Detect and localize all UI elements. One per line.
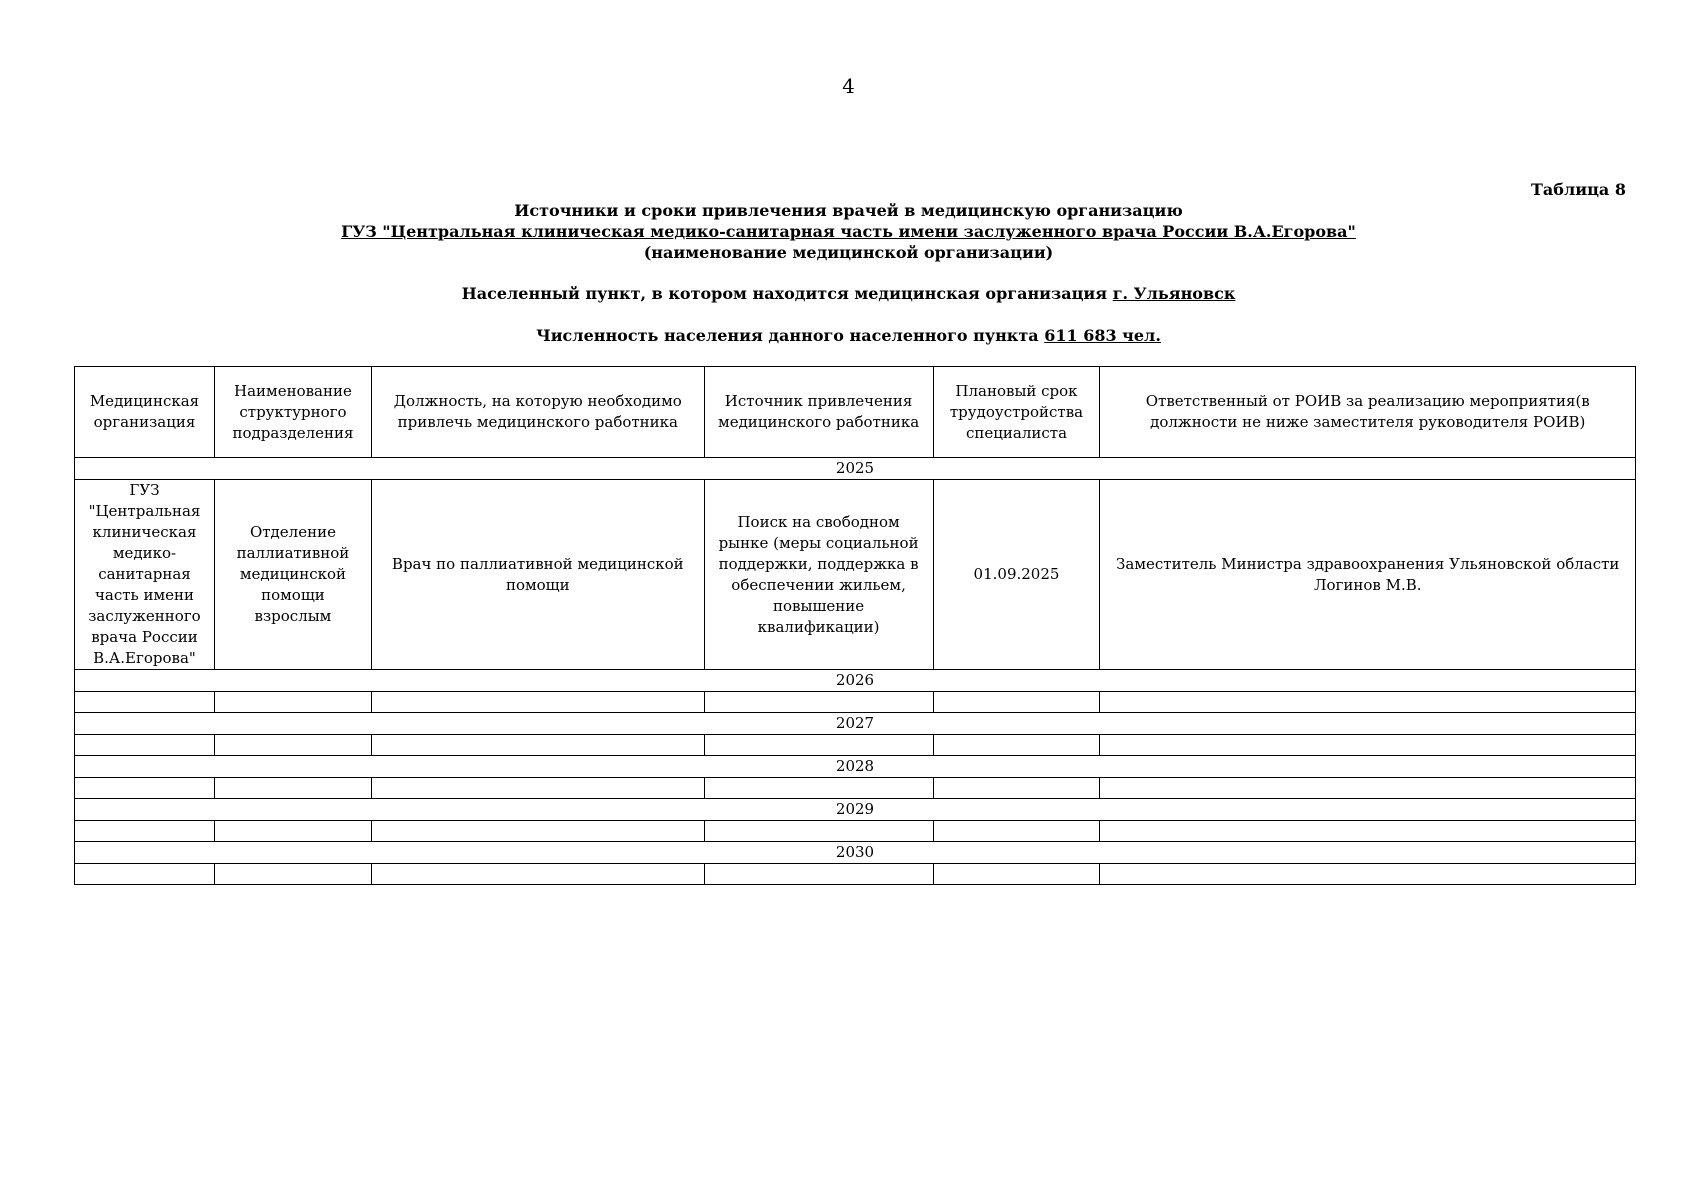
empty-cell xyxy=(933,778,1100,799)
year-row xyxy=(75,756,1636,778)
empty-cell xyxy=(704,821,933,842)
column-header: Ответственный от РОИВ за реализацию мероприятия(в должности не ниже заместителя руководителя РОИВ) xyxy=(1100,367,1636,458)
year-row xyxy=(75,458,1636,480)
year-row xyxy=(75,799,1636,821)
recruitment-table xyxy=(74,366,1636,885)
table-row-empty xyxy=(75,735,1636,756)
year-label: 2026 xyxy=(75,670,1636,692)
empty-cell xyxy=(371,735,704,756)
year-label: 2030 xyxy=(75,842,1636,864)
cell-responsible: Заместитель Министра здравоохранения Ульяновской области Логинов М.В. xyxy=(1100,480,1636,670)
cell-organization: ГУЗ "Центральная клиническая медико-санитарная часть имени заслуженного врача России В.А.Егорова" xyxy=(75,480,215,670)
table-label: Таблица 8 xyxy=(1531,180,1626,199)
empty-cell xyxy=(371,778,704,799)
population-value: 611 683 чел. xyxy=(1044,326,1161,345)
column-header: Плановый срок трудоустройства специалиста xyxy=(933,367,1100,458)
year-label: 2027 xyxy=(75,713,1636,735)
empty-cell xyxy=(1100,821,1636,842)
empty-cell xyxy=(214,864,371,885)
page-number: 4 xyxy=(842,74,855,98)
empty-cell xyxy=(214,735,371,756)
organization-caption: (наименование медицинской организации) xyxy=(643,243,1054,262)
empty-cell xyxy=(371,821,704,842)
empty-cell xyxy=(1100,778,1636,799)
column-header: Медицинская организация xyxy=(75,367,215,458)
empty-cell xyxy=(75,864,215,885)
empty-cell xyxy=(933,735,1100,756)
empty-cell xyxy=(1100,735,1636,756)
year-row xyxy=(75,713,1636,735)
population-label: Численность населения данного населенного пункта xyxy=(536,326,1039,345)
empty-cell xyxy=(1100,692,1636,713)
empty-cell xyxy=(75,778,215,799)
document-header xyxy=(0,200,1697,263)
population-line xyxy=(0,326,1697,345)
column-header: Источник привлечения медицинского работника xyxy=(704,367,933,458)
table-row-empty xyxy=(75,692,1636,713)
document-title: Источники и сроки привлечения врачей в медицинскую организацию xyxy=(514,201,1183,220)
table-row-empty xyxy=(75,821,1636,842)
empty-cell xyxy=(214,692,371,713)
empty-cell xyxy=(933,864,1100,885)
empty-cell xyxy=(704,864,933,885)
cell-date: 01.09.2025 xyxy=(933,480,1100,670)
cell-source: Поиск на свободном рынке (меры социальной поддержки, поддержка в обеспечении жильем, повышение квалификации) xyxy=(704,480,933,670)
empty-cell xyxy=(75,821,215,842)
table-row-empty xyxy=(75,864,1636,885)
empty-cell xyxy=(75,735,215,756)
table-header-row xyxy=(75,367,1636,458)
empty-cell xyxy=(704,735,933,756)
empty-cell xyxy=(214,821,371,842)
year-label: 2025 xyxy=(75,458,1636,480)
empty-cell xyxy=(214,778,371,799)
table-row xyxy=(75,480,1636,670)
cell-position: Врач по паллиативной медицинской помощи xyxy=(371,480,704,670)
year-label: 2029 xyxy=(75,799,1636,821)
settlement-line xyxy=(0,284,1697,303)
empty-cell xyxy=(371,864,704,885)
cell-unit: Отделение паллиативной медицинской помощи взрослым xyxy=(214,480,371,670)
empty-cell xyxy=(933,692,1100,713)
table-row-empty xyxy=(75,778,1636,799)
settlement-label: Населенный пункт, в котором находится медицинская организация xyxy=(461,284,1108,303)
year-row xyxy=(75,670,1636,692)
empty-cell xyxy=(371,692,704,713)
column-header: Наименование структурного подразделения xyxy=(214,367,371,458)
empty-cell xyxy=(704,778,933,799)
empty-cell xyxy=(704,692,933,713)
year-label: 2028 xyxy=(75,756,1636,778)
settlement-value: г. Ульяновск xyxy=(1112,284,1236,303)
column-header: Должность, на которую необходимо привлечь медицинского работника xyxy=(371,367,704,458)
empty-cell xyxy=(1100,864,1636,885)
year-row xyxy=(75,842,1636,864)
empty-cell xyxy=(933,821,1100,842)
organization-name: ГУЗ "Центральная клиническая медико-санитарная часть имени заслуженного врача России В.А.Егорова" xyxy=(341,222,1356,241)
empty-cell xyxy=(75,692,215,713)
